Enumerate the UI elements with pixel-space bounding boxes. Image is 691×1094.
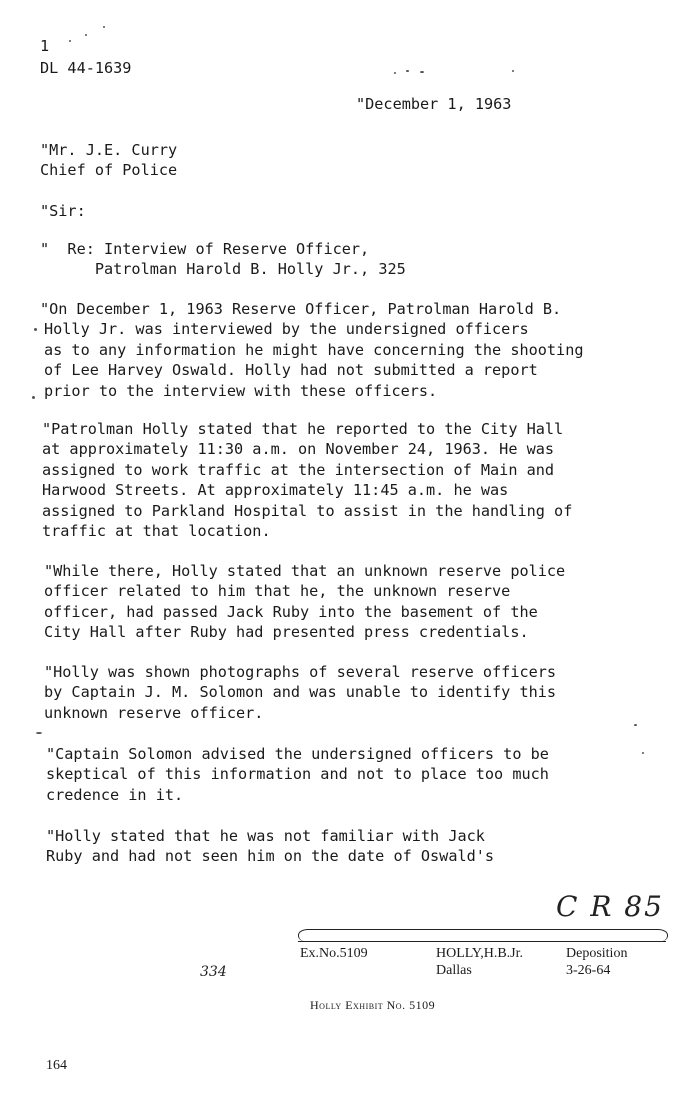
paragraph-line: at approximately 11:30 a.m. on November 24, 1963. He was xyxy=(42,440,555,459)
paragraph-line: credence in it. xyxy=(46,785,184,804)
paragraph-4 xyxy=(44,662,684,723)
paragraph-line: assigned to Parkland Hospital to assist in the handling of xyxy=(42,501,573,520)
paragraph-line: Harwood Streets. At approximately 11:45 a.m. he was xyxy=(42,481,509,500)
paragraph-line: "Patrolman Holly stated that he reported to the City Hall xyxy=(42,420,564,438)
paragraph-line: officer related to him that he, the unknown reserve xyxy=(44,582,511,601)
paragraph-line: officer, had passed Jack Ruby into the basement of the xyxy=(44,602,538,621)
paragraph-line: as to any information he might have concerning the shooting xyxy=(44,340,584,359)
paragraph-line: prior to the interview with these officers. xyxy=(44,381,438,400)
paragraph-line: Holly Jr. was interviewed by the undersigned officers xyxy=(44,320,529,339)
scan-speck xyxy=(634,724,637,726)
paragraph-line: skeptical of this information and not to place too much xyxy=(46,765,549,784)
exhibit-stamp-rule xyxy=(298,941,666,942)
paragraph-line: assigned to work traffic at the intersection of Main and xyxy=(42,460,555,479)
paragraph-1 xyxy=(40,299,680,401)
scan-speck xyxy=(642,752,644,754)
paragraph-3 xyxy=(44,561,684,643)
stamp-witness-name: HOLLY,H.B.Jr. xyxy=(436,946,524,961)
stamp-document-type: Deposition xyxy=(566,946,628,961)
scan-speck xyxy=(394,72,396,74)
scan-speck xyxy=(512,70,514,72)
handwritten-exhibit-mark: C R 85 xyxy=(556,890,664,923)
subject-line-1: " Re: Interview of Reserve Officer, xyxy=(40,240,370,258)
paragraph-6 xyxy=(46,826,686,867)
scan-speck xyxy=(69,40,71,42)
handwritten-side-note: 334 xyxy=(200,964,227,980)
page-footer-number: 164 xyxy=(46,1058,67,1073)
file-number: DL 44-1639 xyxy=(40,59,132,77)
paragraph-line: "Holly stated that he was not familiar with Jack xyxy=(46,827,485,845)
page-number-top: 1 xyxy=(40,37,50,55)
paragraph-line: City Hall after Ruby had presented press credentials. xyxy=(44,623,529,642)
paragraph-line: by Captain J. M. Solomon and was unable to identify this xyxy=(44,683,557,702)
stamp-date: 3-26-64 xyxy=(566,963,611,978)
addressee-title: Chief of Police xyxy=(40,161,178,179)
paragraph-2 xyxy=(42,419,682,541)
scan-speck xyxy=(85,34,87,36)
paragraph-line: unknown reserve officer. xyxy=(44,703,264,722)
stamp-exhibit-number: Ex.No.5109 xyxy=(300,946,368,961)
paragraph-line: "While there, Holly stated that an unknown reserve police xyxy=(44,562,566,580)
paragraph-line: "Captain Solomon advised the undersigned officers to be xyxy=(46,745,549,763)
scan-speck xyxy=(36,732,42,734)
addressee-name: "Mr. J.E. Curry xyxy=(40,141,178,159)
paragraph-line: of Lee Harvey Oswald. Holly had not submitted a report xyxy=(44,361,538,380)
scan-speck xyxy=(420,71,424,73)
paragraph-line: Ruby and had not seen him on the date of Oswald's xyxy=(46,847,495,866)
scan-speck xyxy=(103,26,105,28)
subject-line-2: Patrolman Harold B. Holly Jr., 325 xyxy=(40,260,406,278)
paragraph-line: "On December 1, 1963 Reserve Officer, Patrolman Harold B. xyxy=(40,300,562,318)
paragraph-line: traffic at that location. xyxy=(42,522,271,541)
scan-speck xyxy=(32,396,35,399)
exhibit-caption: Holly Exhibit No. 5109 xyxy=(310,998,436,1012)
paragraph-5 xyxy=(46,744,686,805)
stamp-city: Dallas xyxy=(436,963,472,978)
paragraph-line: "Holly was shown photographs of several reserve officers xyxy=(44,663,557,681)
scan-speck xyxy=(34,328,37,331)
letter-date: "December 1, 1963 xyxy=(356,95,512,113)
scan-speck xyxy=(406,70,409,72)
salutation: "Sir: xyxy=(40,202,86,220)
